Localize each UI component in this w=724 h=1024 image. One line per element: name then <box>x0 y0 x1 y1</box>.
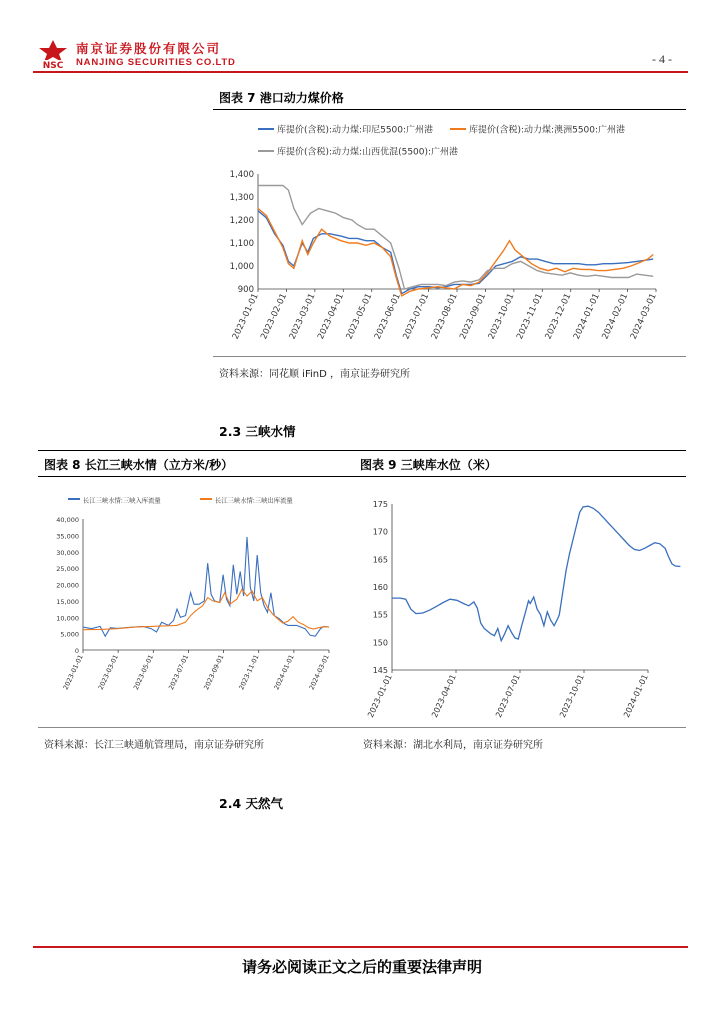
x-tick-label: 2023-10-01 <box>486 292 517 342</box>
x-tick-label: 2023-09-01 <box>202 653 226 692</box>
x-tick-label: 2023-05-01 <box>131 653 156 692</box>
x-tick-label: 2024-02-01 <box>600 292 631 342</box>
x-tick-label: 2023-04-01 <box>316 292 347 342</box>
x-tick-label: 2023-01-01 <box>230 292 261 342</box>
y-tick-label: 15,000 <box>56 597 79 606</box>
page-number: - 4 - <box>652 52 672 66</box>
header-rule <box>33 71 688 73</box>
x-tick-label: 2024-01-01 <box>622 673 650 719</box>
y-tick-label: 150 <box>372 638 388 648</box>
series-line-2 <box>83 589 329 629</box>
y-tick-label: 155 <box>372 610 388 620</box>
y-tick-label: 20,000 <box>56 581 79 590</box>
x-tick-label: 2023-12-01 <box>543 292 574 342</box>
fig7-title: 图表 7 港口动力煤价格 <box>219 91 344 105</box>
footer-rule <box>33 946 688 948</box>
y-tick-label: 900 <box>237 285 254 295</box>
series-line-1 <box>392 506 680 641</box>
x-tick-label: 2023-07-01 <box>494 673 522 719</box>
section-2-4-heading: 2.4 天然气 <box>219 796 283 811</box>
fig9-source: 资料来源：湖北水利局，南京证券研究所 <box>363 740 543 751</box>
legend-label-1: 库提价(含税):动力煤:印尼5500:广州港 <box>277 125 434 136</box>
y-tick-label: 1,300 <box>229 193 254 203</box>
x-tick-label: 2024-03-01 <box>307 653 331 692</box>
y-tick-label: 10,000 <box>56 614 79 623</box>
fig8-bottom-rule <box>38 727 686 728</box>
section-2-3-heading: 2.3 三峡水情 <box>219 424 296 439</box>
y-tick-label: 35,000 <box>56 532 79 541</box>
series-line-1 <box>83 537 329 636</box>
fig9-title: 图表 9 三峡库水位（米） <box>360 458 497 472</box>
x-tick-label: 2023-07-01 <box>167 653 191 692</box>
x-tick-label: 2023-07-01 <box>401 292 432 342</box>
x-tick-label: 2023-03-01 <box>287 292 318 342</box>
y-tick-label: 30,000 <box>56 548 79 557</box>
y-tick-label: 165 <box>372 555 388 565</box>
y-tick-label: 1,000 <box>229 262 254 272</box>
y-tick-label: 1,100 <box>229 239 254 249</box>
fig8-source: 资料来源：长江三峡通航管理局，南京证券研究所 <box>44 740 264 751</box>
fig8-title-rule <box>38 476 686 477</box>
x-tick-label: 2024-01-01 <box>571 292 602 342</box>
fig7-top-rule <box>213 109 686 110</box>
x-tick-label: 2023-11-01 <box>237 653 261 692</box>
y-tick-label: 1,200 <box>229 216 254 226</box>
y-tick-label: 25,000 <box>56 565 79 574</box>
fig9-chart <box>356 484 686 724</box>
logo-text: NSC <box>42 61 64 70</box>
series-line-1 <box>258 211 653 294</box>
y-tick-label: 145 <box>372 666 388 675</box>
x-tick-label: 2024-01-01 <box>272 653 296 692</box>
x-tick-label: 2023-10-01 <box>558 673 586 719</box>
y-tick-label: 40,000 <box>56 516 79 524</box>
x-tick-label: 2023-09-01 <box>458 292 489 342</box>
x-tick-label: 2023-01-01 <box>61 653 85 692</box>
legend-label-2: 长江三峡水情:三峡出库流量 <box>215 497 293 505</box>
y-tick-label: 5,000 <box>60 630 79 639</box>
fig7-source: 资料来源：同花顺 iFinD ，南京证券研究所 <box>219 369 410 380</box>
x-tick-label: 2024-03-01 <box>628 292 659 342</box>
y-tick-label: 170 <box>372 527 388 537</box>
legend-label-2: 库提价(含税):动力煤:澳洲5500:广州港 <box>469 125 626 136</box>
x-tick-label: 2023-05-01 <box>344 292 375 342</box>
y-tick-label: 160 <box>372 583 388 592</box>
legend-label-3: 库提价(含税):动力煤:山西优混(5500):广州港 <box>277 147 459 158</box>
y-tick-label: 1,400 <box>229 170 254 180</box>
series-line-2 <box>258 209 653 296</box>
fig8-top-rule <box>38 450 686 451</box>
company-logo <box>33 38 73 70</box>
y-tick-label: 0 <box>74 647 79 655</box>
x-tick-label: 2023-01-01 <box>366 673 394 719</box>
x-tick-label: 2023-03-01 <box>96 653 120 692</box>
fig8-title: 图表 8 长江三峡水情（立方米/秒） <box>44 458 234 472</box>
fig8-chart <box>38 484 344 724</box>
x-tick-label: 2023-02-01 <box>259 292 290 342</box>
x-tick-label: 2023-04-01 <box>430 673 458 719</box>
legend-label-1: 长江三峡水情:三峡入库流量 <box>83 497 161 505</box>
company-name-en: NANJING SECURITIES CO.LTD <box>76 57 236 68</box>
x-tick-label: 2023-08-01 <box>429 292 460 342</box>
company-name-cn: 南京证券股份有限公司 <box>76 41 222 56</box>
x-tick-label: 2023-06-01 <box>372 292 403 342</box>
fig7-chart <box>213 112 686 352</box>
legal-notice: 请务必阅读正文之后的重要法律声明 <box>241 958 482 976</box>
y-tick-label: 175 <box>372 500 388 509</box>
fig7-bottom-rule <box>213 356 686 357</box>
x-tick-label: 2023-11-01 <box>515 292 546 342</box>
